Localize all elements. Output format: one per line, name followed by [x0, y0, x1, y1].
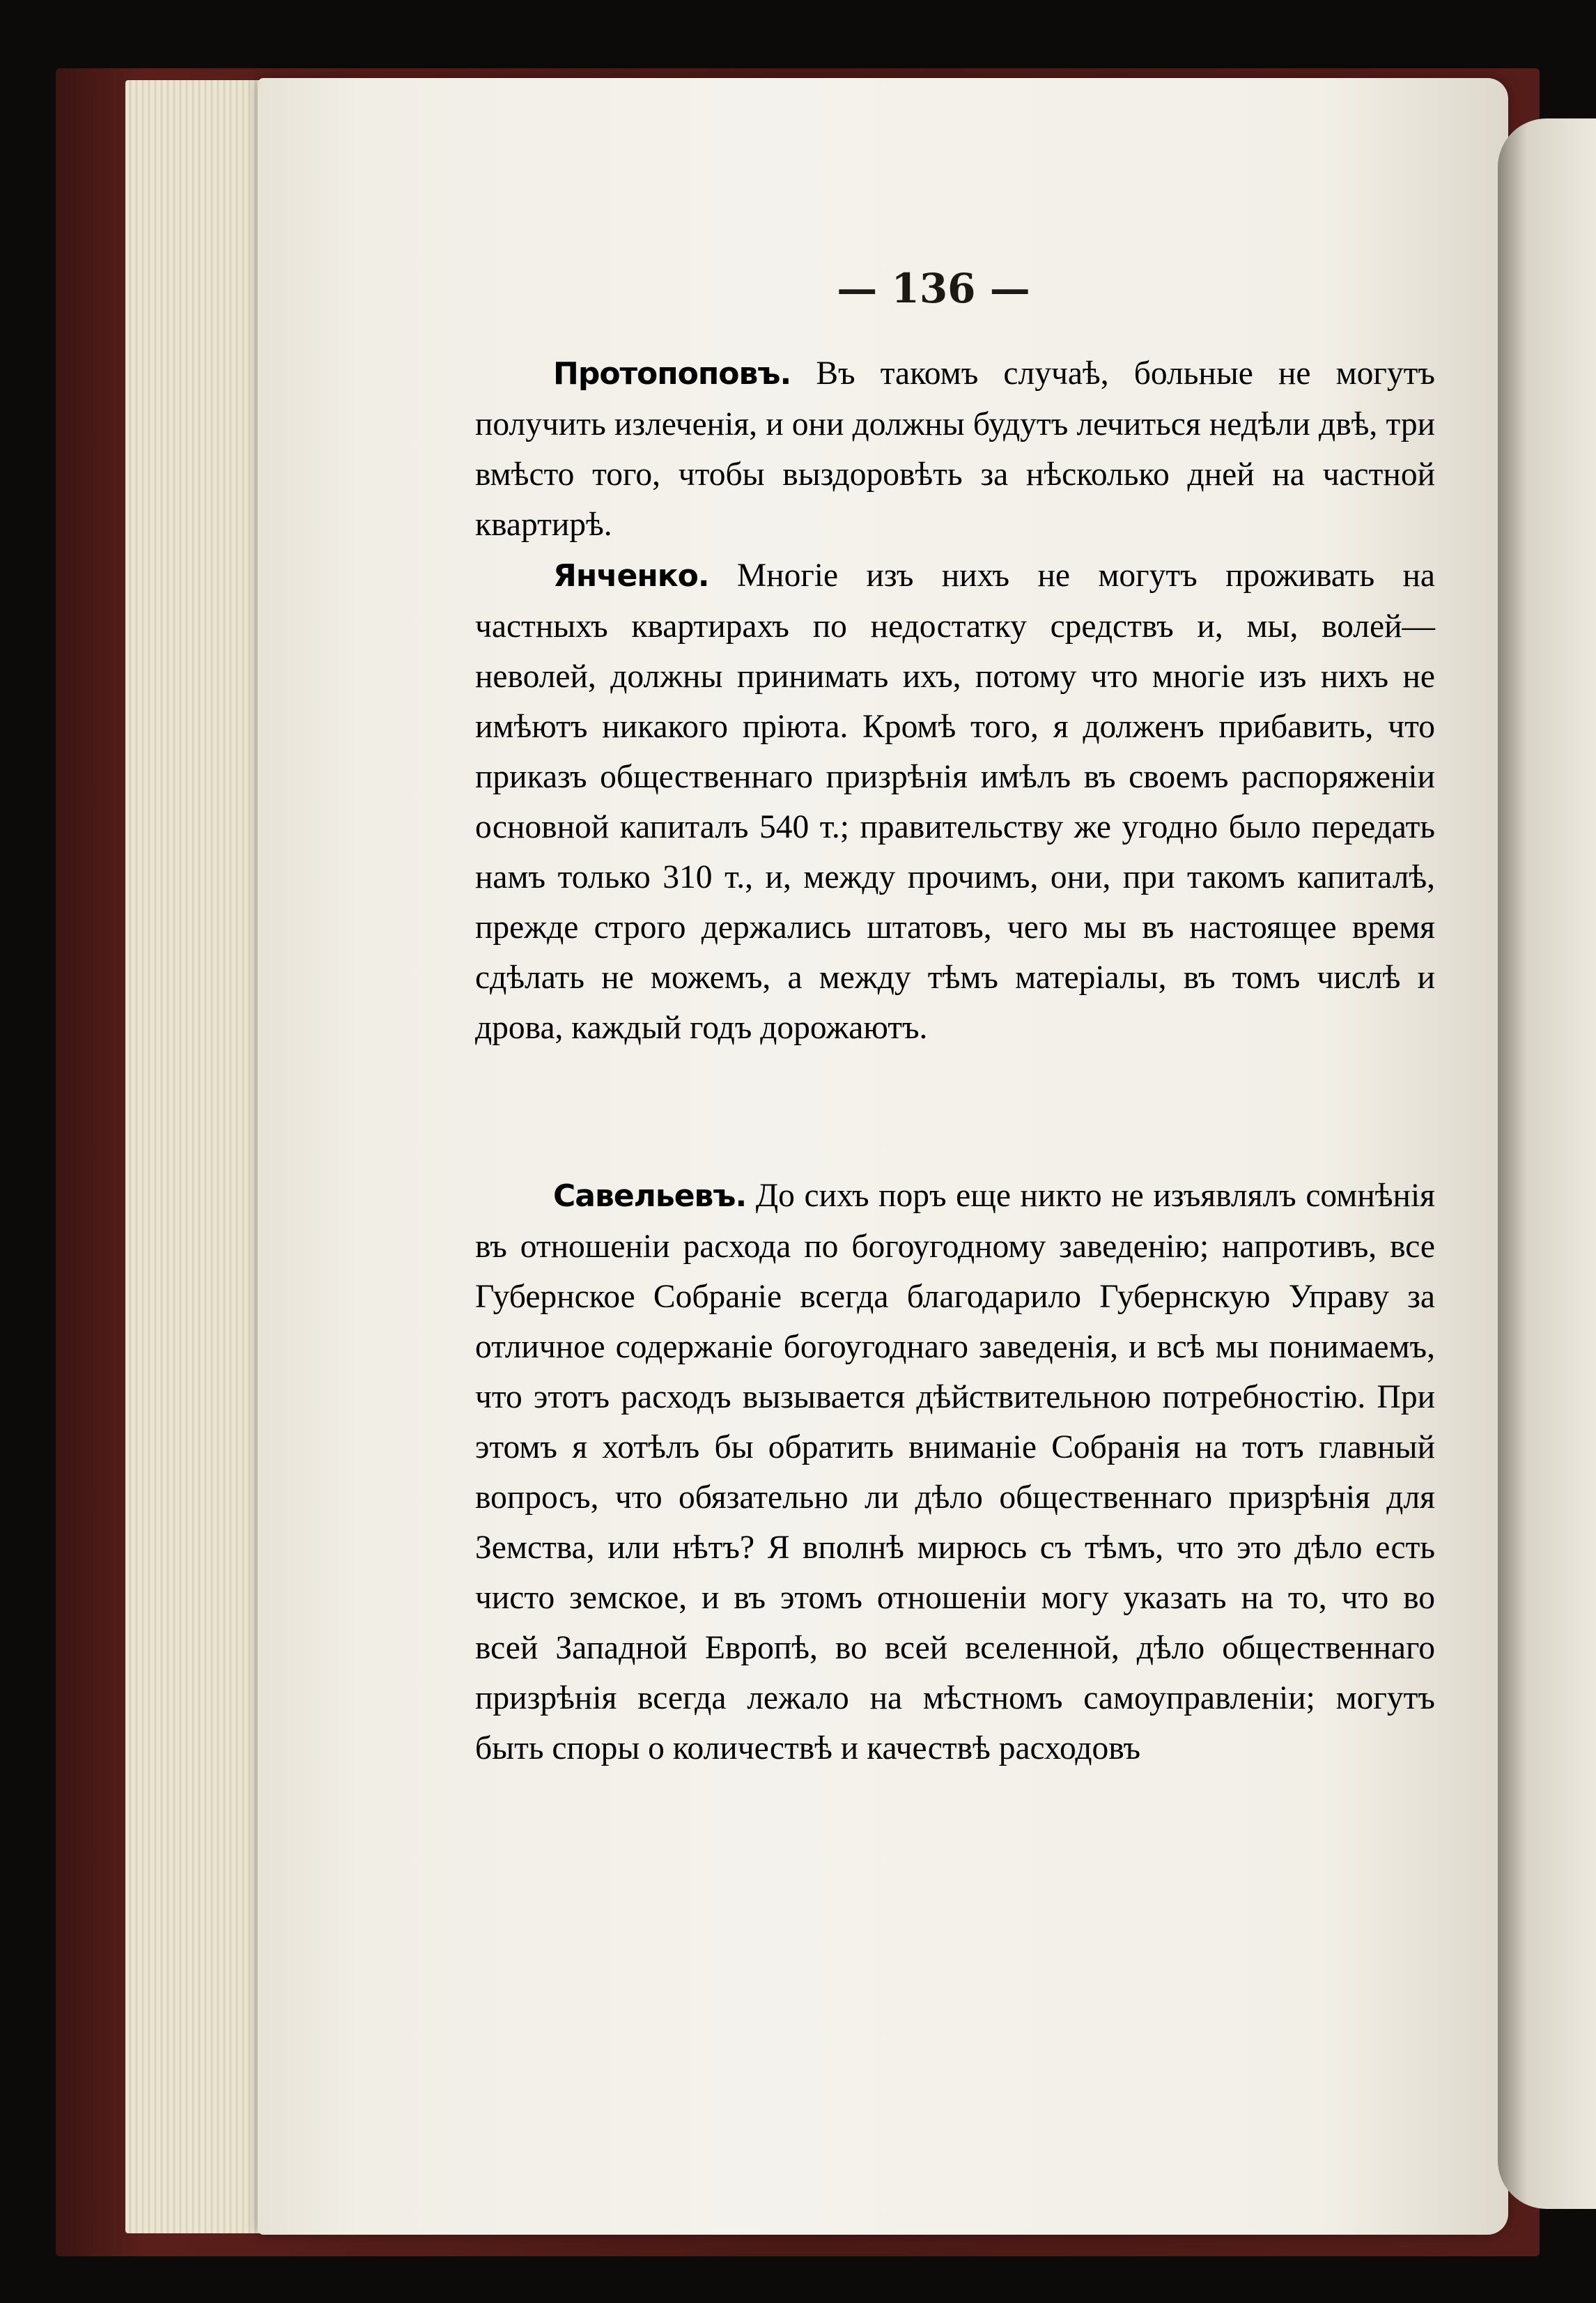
- speaker-name: Янченко.: [553, 558, 709, 594]
- speaker-name: Савельевъ.: [553, 1178, 747, 1214]
- next-page-curl: [1498, 118, 1596, 2209]
- page-number: — 136 —: [837, 265, 1030, 312]
- paragraph-protopopov: [475, 348, 1435, 550]
- paragraph-text: Въ такомъ случаѣ, больные не могутъ получить излеченія, и они должны будутъ лечиться недѣли двѣ, три вмѣсто того, чтобы выздоровѣть за нѣсколько дней на частной квартирѣ.: [475, 355, 1435, 543]
- paragraph-yanchenko: [475, 550, 1435, 1053]
- speaker-name: Протопоповъ.: [553, 356, 791, 392]
- paragraph-text: Многіе изъ нихъ не могутъ проживать на частныхъ квартирахъ по недостатку средствъ и, мы, волей—неволей, должны принимать ихъ, потому что многіе изъ нихъ не имѣютъ никакого пріюта. Кромѣ того, я долженъ прибавить, что приказъ общественнаго призрѣнія имѣлъ въ своемъ распоряженіи основной капиталъ 540 т.; правительству же угодно было передать намъ только 310 т., и, между прочимъ, они, при такомъ капиталѣ, прежде строго держались штатовъ, чего мы въ настоящее время сдѣлать не можемъ, а между тѣмъ матеріалы, въ томъ числѣ и дрова, каждый годъ дорожаютъ.: [475, 557, 1435, 1046]
- paragraph-savelyev: [475, 1171, 1435, 1773]
- paragraph-text: До сихъ поръ еще никто не изъявлялъ сомнѣнія въ отношеніи расхода по богоугодному заведенію; напротивъ, все Губернское Собраніе всегда благодарило Губернскую Управу за отличное содержаніе богоугоднаго заведенія, и всѣ мы понимаемъ, что этотъ расходъ вызывается дѣйствительною потребностію. При этомъ я хотѣлъ бы обратить вниманіе Собранія на тотъ главный вопросъ, что обязательно ли дѣло общественнаго призрѣнія для Земства, или нѣтъ? Я вполнѣ мирюсь съ тѣмъ, что это дѣло есть чисто земское, и въ этомъ отношеніи могу указать на то, что во всей Западной Европѣ, во всей вселенной, дѣло общественнаго призрѣнія всегда лежало на мѣстномъ самоуправленіи; могутъ быть споры о количествѣ и качествѣ расходовъ: [475, 1178, 1435, 1766]
- page-edges: [125, 80, 272, 2233]
